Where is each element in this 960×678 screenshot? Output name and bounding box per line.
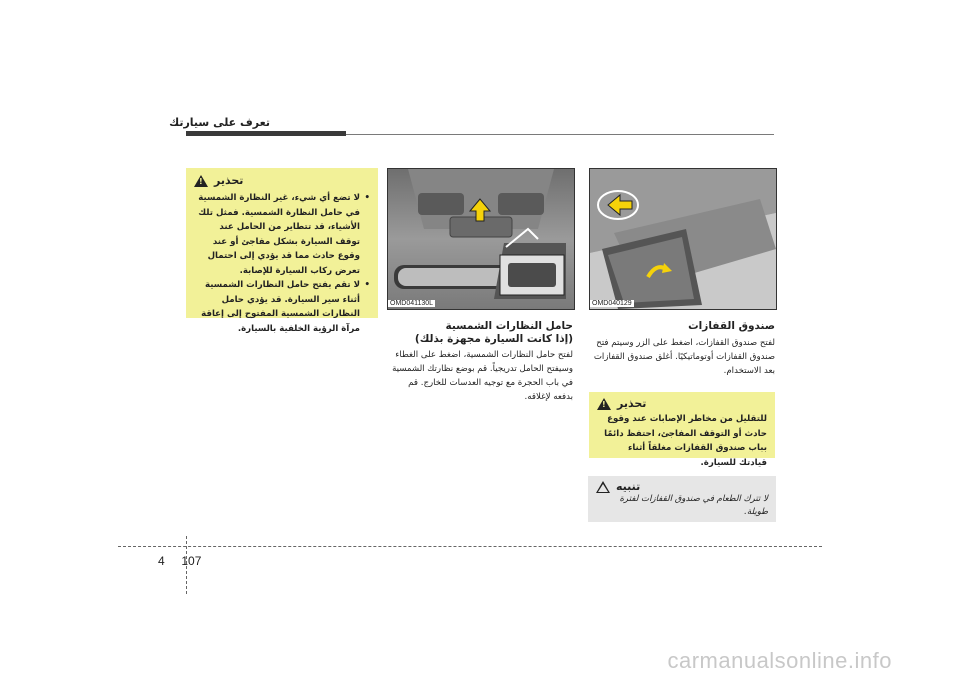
sunglass-section-title: حامل النظارات الشمسية xyxy=(445,320,573,332)
sunglass-caution-heading: تحذير xyxy=(214,174,244,187)
header-title: تعرف على سيارتك xyxy=(169,116,270,129)
sunglass-caution-item-2: • لا تقم بفتح حامل النظارات الشمسية أثناء سير السيارة. قد يؤدي حامل النظارات الشمسية المفتوح إلى إعاقة مرآة الرؤية الخلفية بالسيارة. xyxy=(194,278,370,336)
footer-rule xyxy=(118,546,822,547)
sunglass-section-subtitle: (إذا كانت السيارة مجهزة بذلك) xyxy=(414,333,573,345)
notice-heading: تنبيه xyxy=(616,480,641,493)
warning-triangle-icon xyxy=(597,398,611,410)
watermark: carmanualsonline.info xyxy=(667,648,892,673)
glovebox-caution-heading: تحذير xyxy=(617,397,647,410)
glovebox-section-body: لفتح صندوق القفازات، اضغط على الزر وسيتم فتح صندوق القفازات أوتوماتيكيًا. أغلق صندوق القفازات بعد الاستخدام. xyxy=(593,338,775,376)
glovebox-caution-text: للتقليل من مخاطر الإصابات عند وقوع حادث أو التوقف المفاجئ، احتفظ دائمًا بباب صندوق القفازات مغلقاً أثناء قيادتك للسيارة. xyxy=(604,414,767,468)
notice-box xyxy=(588,476,776,522)
sunglass-section-body: لفتح حامل النظارات الشمسية، اضغط على الغطاء وسيفتح الحامل تدريجياً. قم بوضع نظارتك الشمسية في باب الحجرة مع توجيه العدسات للخارج. قم بدفعه لإغلاقه. xyxy=(392,350,573,402)
sunglass-caution-item-1: • لا تضع أي شيء، غير النظارة الشمسية في حامل النظارة الشمسية. فمثل تلك الأشياء، قد تتطاير من الحامل عند توقف السيارة بشكل مفاجئ أو عند وقوع حادث مما قد يؤدي إلى احتمال تعرض ركاب السيارة للإصابة. xyxy=(194,191,370,278)
page-number xyxy=(158,554,201,568)
glovebox-caution-box xyxy=(589,392,775,468)
photo-code-right: OMD040129 xyxy=(592,300,632,307)
chapter-number: 4 xyxy=(158,554,165,568)
notice-text: لا تترك الطعام في صندوق القفازات لفترة طويلة. xyxy=(619,494,768,517)
warning-triangle-icon xyxy=(194,175,208,187)
sunglass-section xyxy=(387,320,573,404)
page-number-value: 107 xyxy=(181,554,202,568)
notice-header xyxy=(596,480,768,493)
sunglass-caution-box xyxy=(186,168,378,334)
photo-code-left: OMD041130L xyxy=(390,300,434,307)
caution-triangle-icon xyxy=(596,481,610,493)
glovebox-caution-header xyxy=(597,397,767,410)
glovebox-section-title: صندوق القفازات xyxy=(688,320,775,332)
header-rule-thick xyxy=(186,131,346,136)
sunglass-holder-photo xyxy=(387,168,575,310)
sunglass-caution-header xyxy=(194,174,370,187)
header-rule-thin xyxy=(346,134,774,135)
glovebox-section xyxy=(589,320,775,378)
glovebox-photo xyxy=(589,168,777,310)
